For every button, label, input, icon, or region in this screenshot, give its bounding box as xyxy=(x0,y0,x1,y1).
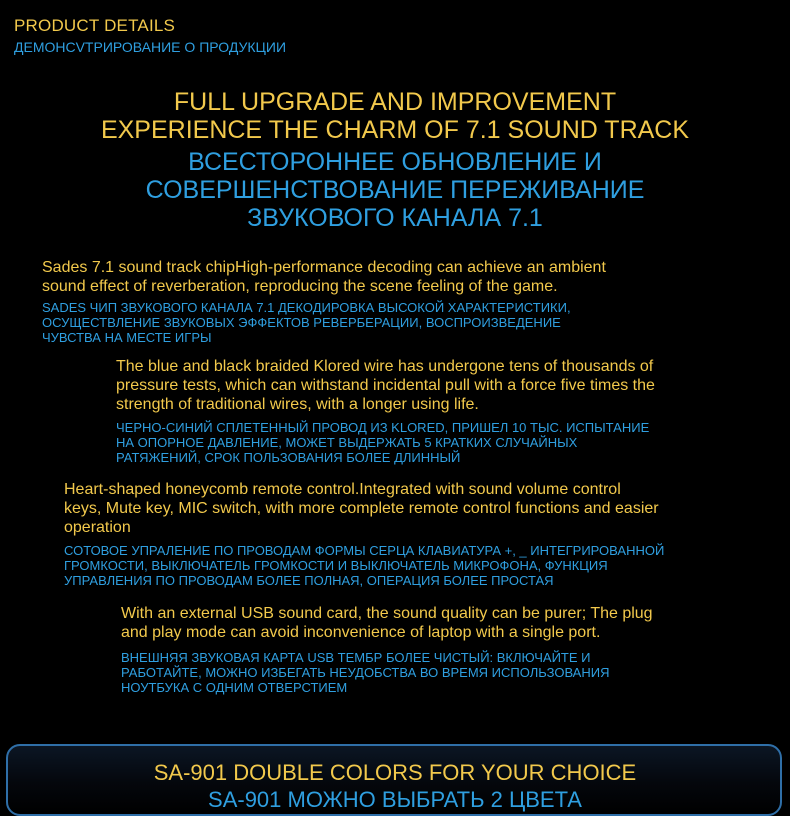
feature-usb-en xyxy=(121,604,653,642)
text-line: With an external USB sound card, the sound quality can be purer; The plug xyxy=(121,605,653,622)
text-line: ВНЕШНЯЯ ЗВУКОВАЯ КАРТА USB ТЕМБР БОЛЕЕ ЧИСТЫЙ: ВКЛЮЧАЙТЕ И xyxy=(121,650,591,665)
text-line: ЧУВСТВА НА МЕСТЕ ИГРЫ xyxy=(42,330,212,345)
text-line: ОСУЩЕСТВЛЕНИЕ ЗВУКОВЫХ ЭФФЕКТОВ РЕВЕРБЕРАЦИИ, ВОСПРОИЗВЕДЕНИЕ xyxy=(42,315,561,330)
text-line: ГРОМКОСТИ, ВЫКЛЮЧАТЕЛЬ ГРОМКОСТИ И ВЫКЛЮЧАТЕЛЬ МИКРОФОНА, ФУНКЦИЯ xyxy=(64,558,608,573)
text-line: and play mode can avoid inconvenience of laptop with a single port. xyxy=(121,624,601,641)
feature-remote-ru xyxy=(64,543,664,588)
header-title-ru: ДЕМОНСVТРИРОВАНИЕ О ПРОДУКЦИИ xyxy=(14,39,287,55)
headline-en-line2: EXPERIENCE THE CHARM OF 7.1 SOUND TRACK xyxy=(100,116,690,144)
text-line: operation xyxy=(64,519,131,536)
feature-chip-ru xyxy=(42,300,571,345)
text-line: УПРАВЛЕНИЯ ПО ПРОВОДАМ БОЛЕЕ ПОЛНАЯ, ОПЕРАЦИЯ БОЛЕЕ ПРОСТАЯ xyxy=(64,573,554,588)
text-line: Heart-shaped honeycomb remote control.Integrated with sound volume control xyxy=(64,481,621,498)
banner-title-en: SA-901 DOUBLE COLORS FOR YOUR CHOICE xyxy=(153,760,637,785)
feature-wire-ru xyxy=(116,420,649,465)
text-line: sound effect of reverberation, reproducing the scene feeling of the game. xyxy=(42,278,558,295)
text-line: РАБОТАЙТЕ, МОЖНО ИЗБЕГАТЬ НЕУДОБСТВА ВО ВРЕМЯ ИСПОЛЬЗОВАНИЯ xyxy=(121,665,610,680)
text-line: keys, Mute key, MIC switch, with more complete remote control functions and easier xyxy=(64,500,659,517)
text-line: ЧЕРНО-СИНИЙ СПЛЕТЕННЫЙ ПРОВОД ИЗ KLORED, ПРИШЕЛ 10 ТЫС. ИСПЫТАНИЕ xyxy=(116,420,650,435)
feature-usb-ru xyxy=(121,650,609,695)
feature-remote-en xyxy=(64,480,659,537)
banner-title-ru: SA-901 МОЖНО ВЫБРАТЬ 2 ЦВЕТА xyxy=(208,787,582,812)
text-line: НА ОПОРНОЕ ДАВЛЕНИЕ, МОЖЕТ ВЫДЕРЖАТЬ 5 КРАТКИХ СЛУЧАЙНЫХ xyxy=(116,435,578,450)
feature-wire-en xyxy=(116,357,655,414)
text-line: НОУТБУКА С ОДНИМ ОТВЕРСТИЕМ xyxy=(121,680,348,695)
text-line: strength of traditional wires, with a longer using life. xyxy=(116,396,479,413)
text-line: The blue and black braided Klored wire has undergone tens of thousands of xyxy=(116,358,654,375)
header-title-en: PRODUCT DETAILS xyxy=(14,16,176,35)
headline-ru-line1: ВСЕСТОРОННЕЕ ОБНОВЛЕНИЕ И xyxy=(188,148,602,176)
headline-ru-line2: СОВЕРШЕНСТВОВАНИЕ ПЕРЕЖИВАНИЕ xyxy=(145,176,645,204)
text-line: Sades 7.1 sound track chipHigh-performance decoding can achieve an ambient xyxy=(42,259,606,276)
text-line: SADES ЧИП ЗВУКОВОГО КАНАЛА 7.1 ДЕКОДИРОВКА ВЫСОКОЙ ХАРАКТЕРИСТИКИ, xyxy=(42,300,571,315)
headline-en-line1: FULL UPGRADE AND IMPROVEMENT xyxy=(173,88,617,116)
feature-chip-en xyxy=(42,258,606,296)
text-line: pressure tests, which can withstand incidental pull with a force five times the xyxy=(116,377,655,394)
text-line: СОТОВОЕ УПРАЛЕНИЕ ПО ПРОВОДАМ ФОРМЫ СЕРЦА КЛАВИАТУРА +, _ ИНТЕГРИРОВАННОЙ xyxy=(64,543,665,558)
headline-ru-line3: ЗВУКОВОГО КАНАЛА 7.1 xyxy=(247,204,543,232)
text-line: РАТЯЖЕНИЙ, СРОК ПОЛЬЗОВАНИЯ БОЛЕЕ ДЛИННЫЙ xyxy=(116,450,461,465)
